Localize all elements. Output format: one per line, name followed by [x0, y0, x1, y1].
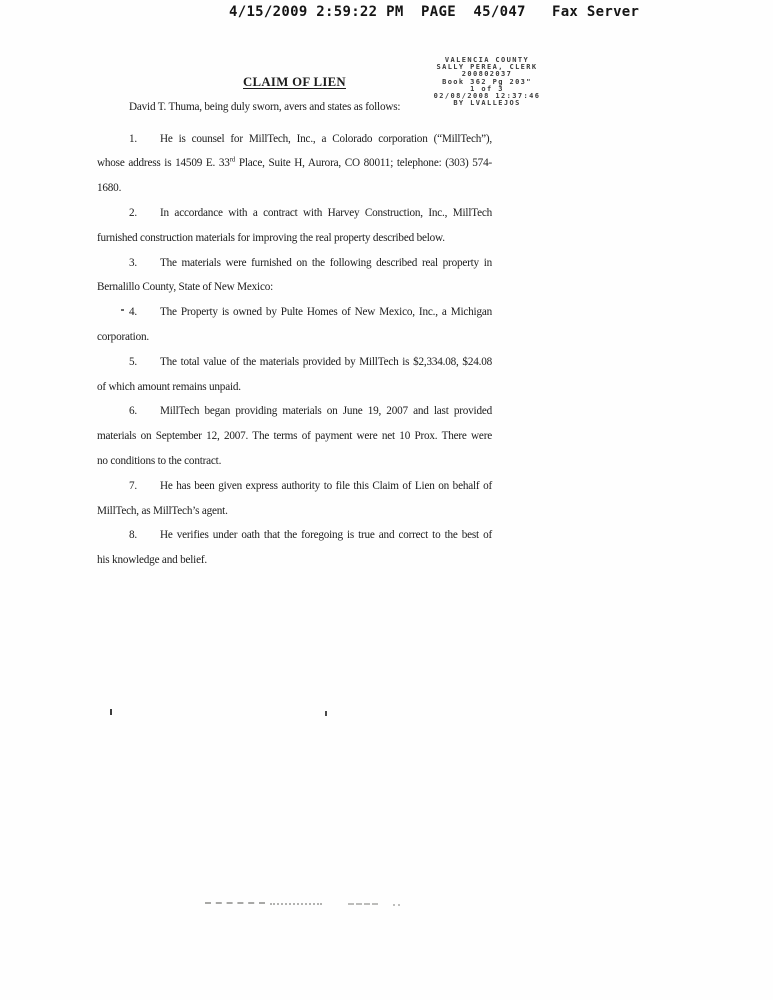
paragraph-5-number: 5. [129, 355, 137, 368]
scan-dashed-smudge [348, 903, 378, 905]
paragraph-4-line-2: corporation. [97, 330, 149, 343]
paragraph-6-line-1: 6. MillTech began providing materials on June 19, 2007 and last provided [129, 405, 492, 418]
paragraph-6-line-2: materials on September 12, 2007. The terms of payment were net 10 Prox. There were [97, 430, 492, 443]
stamp-instrument-number: 200802037 [461, 70, 513, 79]
paragraph-1-line-2: whose address is 14509 E. 33rd Place, Suite H, Aurora, CO 80011; telephone: (303) 574- [97, 155, 492, 170]
fax-transmission-header: 4/15/2009 2:59:22 PM PAGE 45/047 Fax Server [229, 4, 640, 20]
paragraph-4-line-1: 4. The Property is owned by Pulte Homes of New Mexico, Inc., a Michigan [129, 306, 492, 319]
paragraph-7-number: 7. [129, 479, 137, 492]
paragraph-2-line-1: 2. In accordance with a contract with Harvey Construction, Inc., MillTech [129, 206, 492, 219]
paragraph-3-number: 3. [129, 256, 137, 269]
scan-speck [325, 711, 327, 716]
paragraph-3-line-1: 3. The materials were furnished on the following described real property in [129, 256, 492, 269]
paragraph-1-number: 1. [129, 132, 137, 145]
document-title: CLAIM OF LIEN [243, 75, 346, 89]
stamp-page-count: 1 of 3 [470, 84, 504, 93]
paragraph-1-line-1: 1. He is counsel for MillTech, Inc., a Colorado corporation (“MillTech”), [129, 132, 492, 145]
stamp-recorded-datetime: 02/08/2008 12:37:46 [433, 92, 541, 101]
paragraph-2-number: 2. [129, 206, 137, 219]
scan-speck [110, 709, 112, 715]
intro-line: David T. Thuma, being duly sworn, avers and states as follows: [129, 100, 401, 113]
stamp-clerk: SALLY PEREA, CLERK [436, 63, 538, 72]
paragraph-3-line-2: Bernalillo County, State of New Mexico: [97, 281, 274, 294]
paragraph-8-line-1: 8. He verifies under oath that the foregoing is true and correct to the best of [129, 529, 492, 542]
scan-dashed-smudge [270, 903, 322, 905]
paragraph-8-line-2: his knowledge and belief. [97, 554, 207, 567]
stamp-recorded-by: BY LVALLEJOS [453, 99, 521, 108]
paragraph-5-line-2: of which amount remains unpaid. [97, 380, 241, 393]
paragraph-8-number: 8. [129, 529, 137, 542]
stamp-book-page: Book 362 Pg 203" [442, 77, 532, 86]
paragraph-1-line-3: 1680. [97, 182, 122, 195]
paragraph-5-line-1: 5. The total value of the materials provided by MillTech is $2,334.08, $24.08 [129, 355, 492, 368]
paragraph-7-line-1: 7. He has been given express authority to file this Claim of Lien on behalf of [129, 479, 492, 492]
scan-dashed-smudge [205, 902, 265, 904]
paragraph-6-line-3: no conditions to the contract. [97, 454, 222, 467]
paragraph-4-number: 4. [129, 306, 137, 319]
paragraph-7-line-2: MillTech, as MillTech’s agent. [97, 504, 228, 517]
stamp-county: VALENCIA COUNTY [444, 56, 530, 64]
scan-dashed-smudge [393, 904, 400, 906]
paragraph-2-line-2: furnished construction materials for improving the real property described below. [97, 231, 445, 244]
document-body [97, 70, 492, 573]
paragraph-6-number: 6. [129, 405, 137, 418]
ordinal-superscript: rd [229, 155, 236, 164]
scan-speck [121, 309, 124, 311]
